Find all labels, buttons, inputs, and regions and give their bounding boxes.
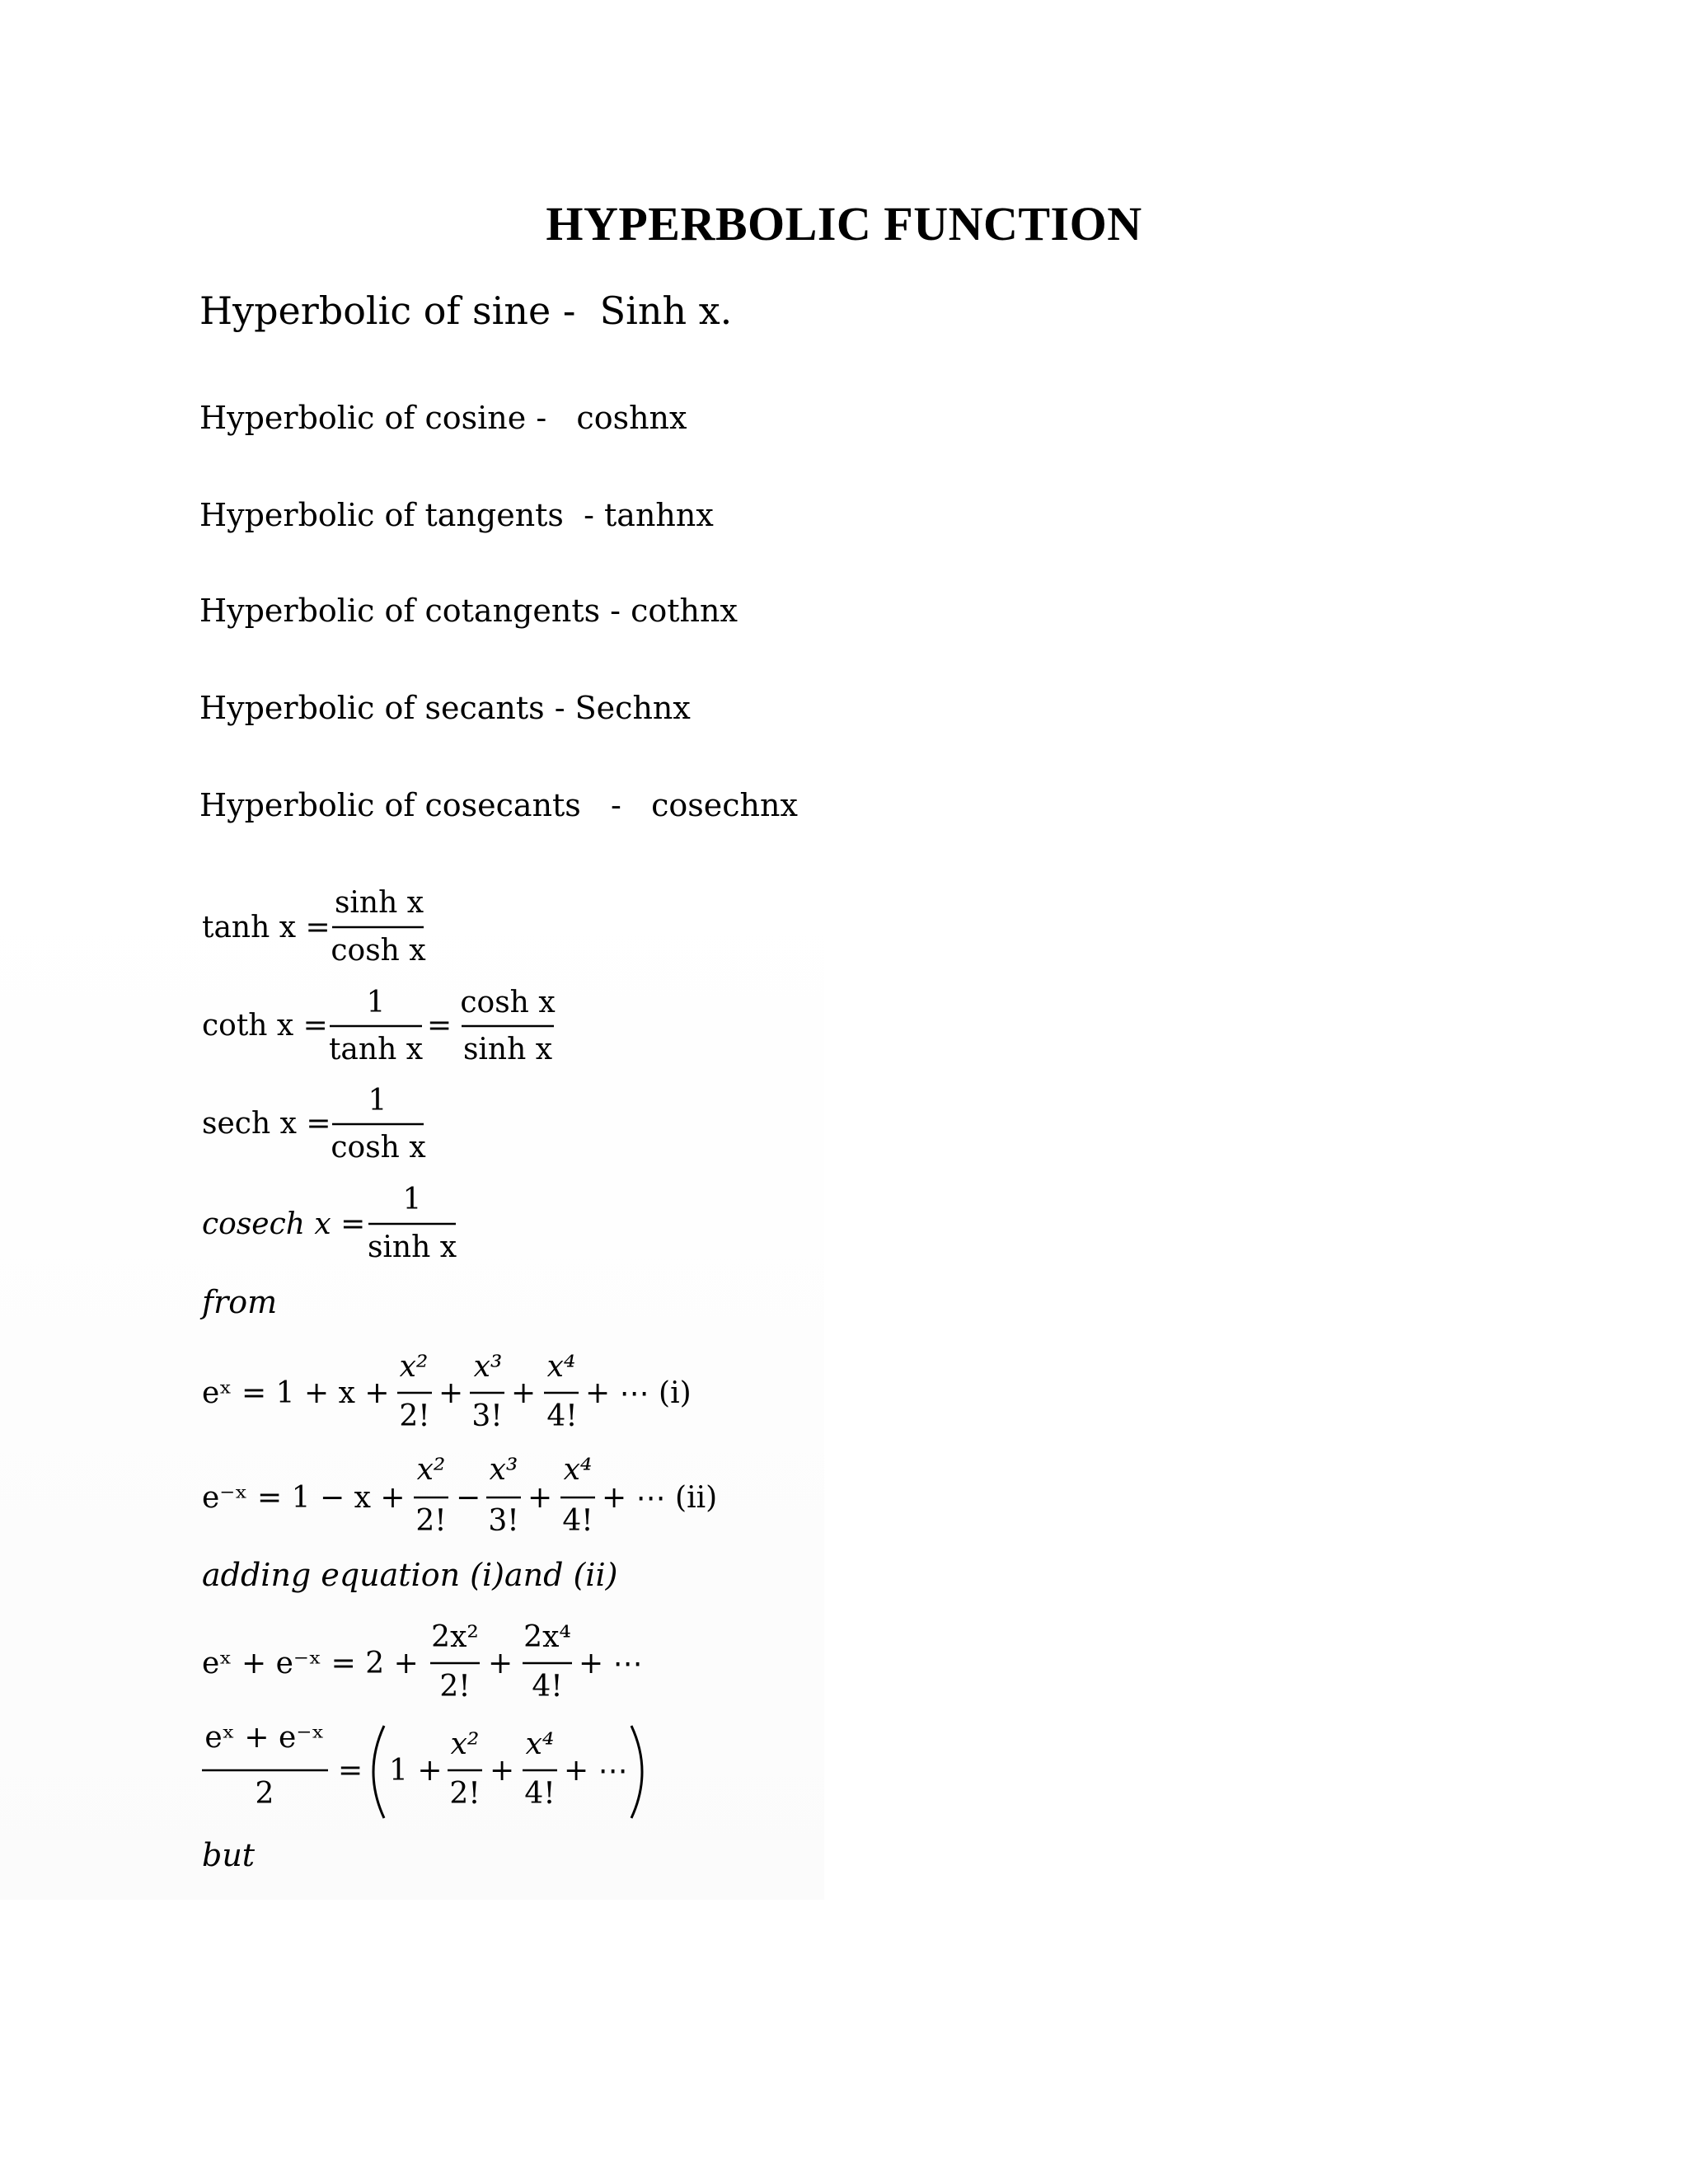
label-but: but <box>202 1837 256 1873</box>
item-cosine: Hyperbolic of cosine - coshnx <box>199 400 687 436</box>
eq-sum-n1: 2x² <box>431 1620 479 1654</box>
eq-sum-d2: 4! <box>532 1670 563 1704</box>
eq-coth-eq2: = <box>427 1009 452 1043</box>
eq-series-i-d3: 4! <box>546 1399 578 1433</box>
eq-half-den: 2 <box>255 1777 274 1811</box>
eq-series-ii-n2: x³ <box>489 1453 518 1487</box>
plus-sign: + <box>488 1647 513 1680</box>
plus-sign: + <box>438 1376 464 1410</box>
subtitle-sinh: Hyperbolic of sine - Sinh x. <box>199 288 733 333</box>
plus-sign: + <box>490 1754 515 1788</box>
label-from: from <box>202 1284 278 1320</box>
eq-series-ii-d2: 3! <box>488 1504 519 1538</box>
eq-series-i-n3: x⁴ <box>546 1350 576 1384</box>
label-adding: adding equation (i)and (ii) <box>202 1557 618 1593</box>
eq-tanh-den: cosh x <box>331 934 426 968</box>
item-cosecants: Hyperbolic of cosecants - cosechnx <box>199 787 798 823</box>
item-tangents: Hyperbolic of tangents - tanhnx <box>199 497 714 533</box>
eq-sech-den: cosh x <box>331 1131 426 1165</box>
eq-coth-den2: sinh x <box>462 1033 553 1066</box>
item-secants: Hyperbolic of secants - Sechnx <box>199 690 691 726</box>
plus-sign: + <box>528 1481 553 1515</box>
paren-open <box>373 1726 384 1818</box>
eq-half-one: 1 + <box>389 1754 443 1788</box>
eq-sum-n2: 2x⁴ <box>523 1620 571 1654</box>
eq-cosech-den: sinh x <box>367 1230 457 1264</box>
eq-half-n1: x² <box>450 1727 480 1761</box>
item-cotangents: Hyperbolic of cotangents - cothnx <box>199 593 738 629</box>
page-title: HYPERBOLIC FUNCTION <box>546 197 1142 251</box>
eq-coth-lhs: coth x = <box>202 1009 328 1043</box>
eq-series-i-d1: 2! <box>399 1399 430 1433</box>
eq-half-n2: x⁴ <box>525 1727 555 1761</box>
minus-sign: − <box>456 1481 481 1515</box>
eq-coth-num1: 1 <box>366 986 386 1019</box>
eq-tanh-lhs: tanh x = <box>202 911 331 944</box>
eq-coth-num2: cosh x <box>460 986 556 1019</box>
eq-series-ii-d3: 4! <box>562 1504 593 1538</box>
eq-tanh-num: sinh x <box>334 886 424 920</box>
eq-half-eq: = <box>338 1754 363 1788</box>
eq-sum-d1: 2! <box>439 1670 471 1704</box>
eq-half-d2: 4! <box>524 1777 556 1811</box>
eq-series-ii-n1: x² <box>416 1453 446 1487</box>
eq-series-ii-n3: x⁴ <box>563 1453 593 1487</box>
eq-sech-lhs: sech x = <box>202 1107 331 1141</box>
eq-half-d1: 2! <box>449 1777 481 1811</box>
eq-series-ii-lhs: e⁻ˣ = 1 − x + <box>202 1481 406 1515</box>
eq-series-i-tail: + ⋯ (i) <box>585 1376 692 1410</box>
eq-series-i-n2: x³ <box>473 1350 503 1384</box>
eq-series-ii-d1: 2! <box>415 1504 447 1538</box>
eq-series-ii-tail: + ⋯ (ii) <box>602 1481 718 1515</box>
eq-series-i-lhs: eˣ = 1 + x + <box>202 1376 390 1410</box>
eq-sech-num: 1 <box>368 1084 387 1118</box>
eq-half-num: eˣ + e⁻ˣ <box>204 1721 325 1755</box>
eq-series-i-n1: x² <box>399 1350 429 1384</box>
eq-sum-tail: + ⋯ <box>579 1647 643 1680</box>
eq-sum-lhs: eˣ + e⁻ˣ = 2 + <box>202 1647 419 1680</box>
eq-half-tail: + ⋯ <box>564 1754 628 1788</box>
eq-coth-den1: tanh x <box>328 1033 424 1066</box>
eq-cosech-num: 1 <box>402 1183 422 1216</box>
eq-cosech-lhs: cosech x = <box>202 1207 366 1241</box>
plus-sign: + <box>511 1376 537 1410</box>
paren-close <box>631 1726 642 1818</box>
eq-series-i-d2: 3! <box>471 1399 503 1433</box>
